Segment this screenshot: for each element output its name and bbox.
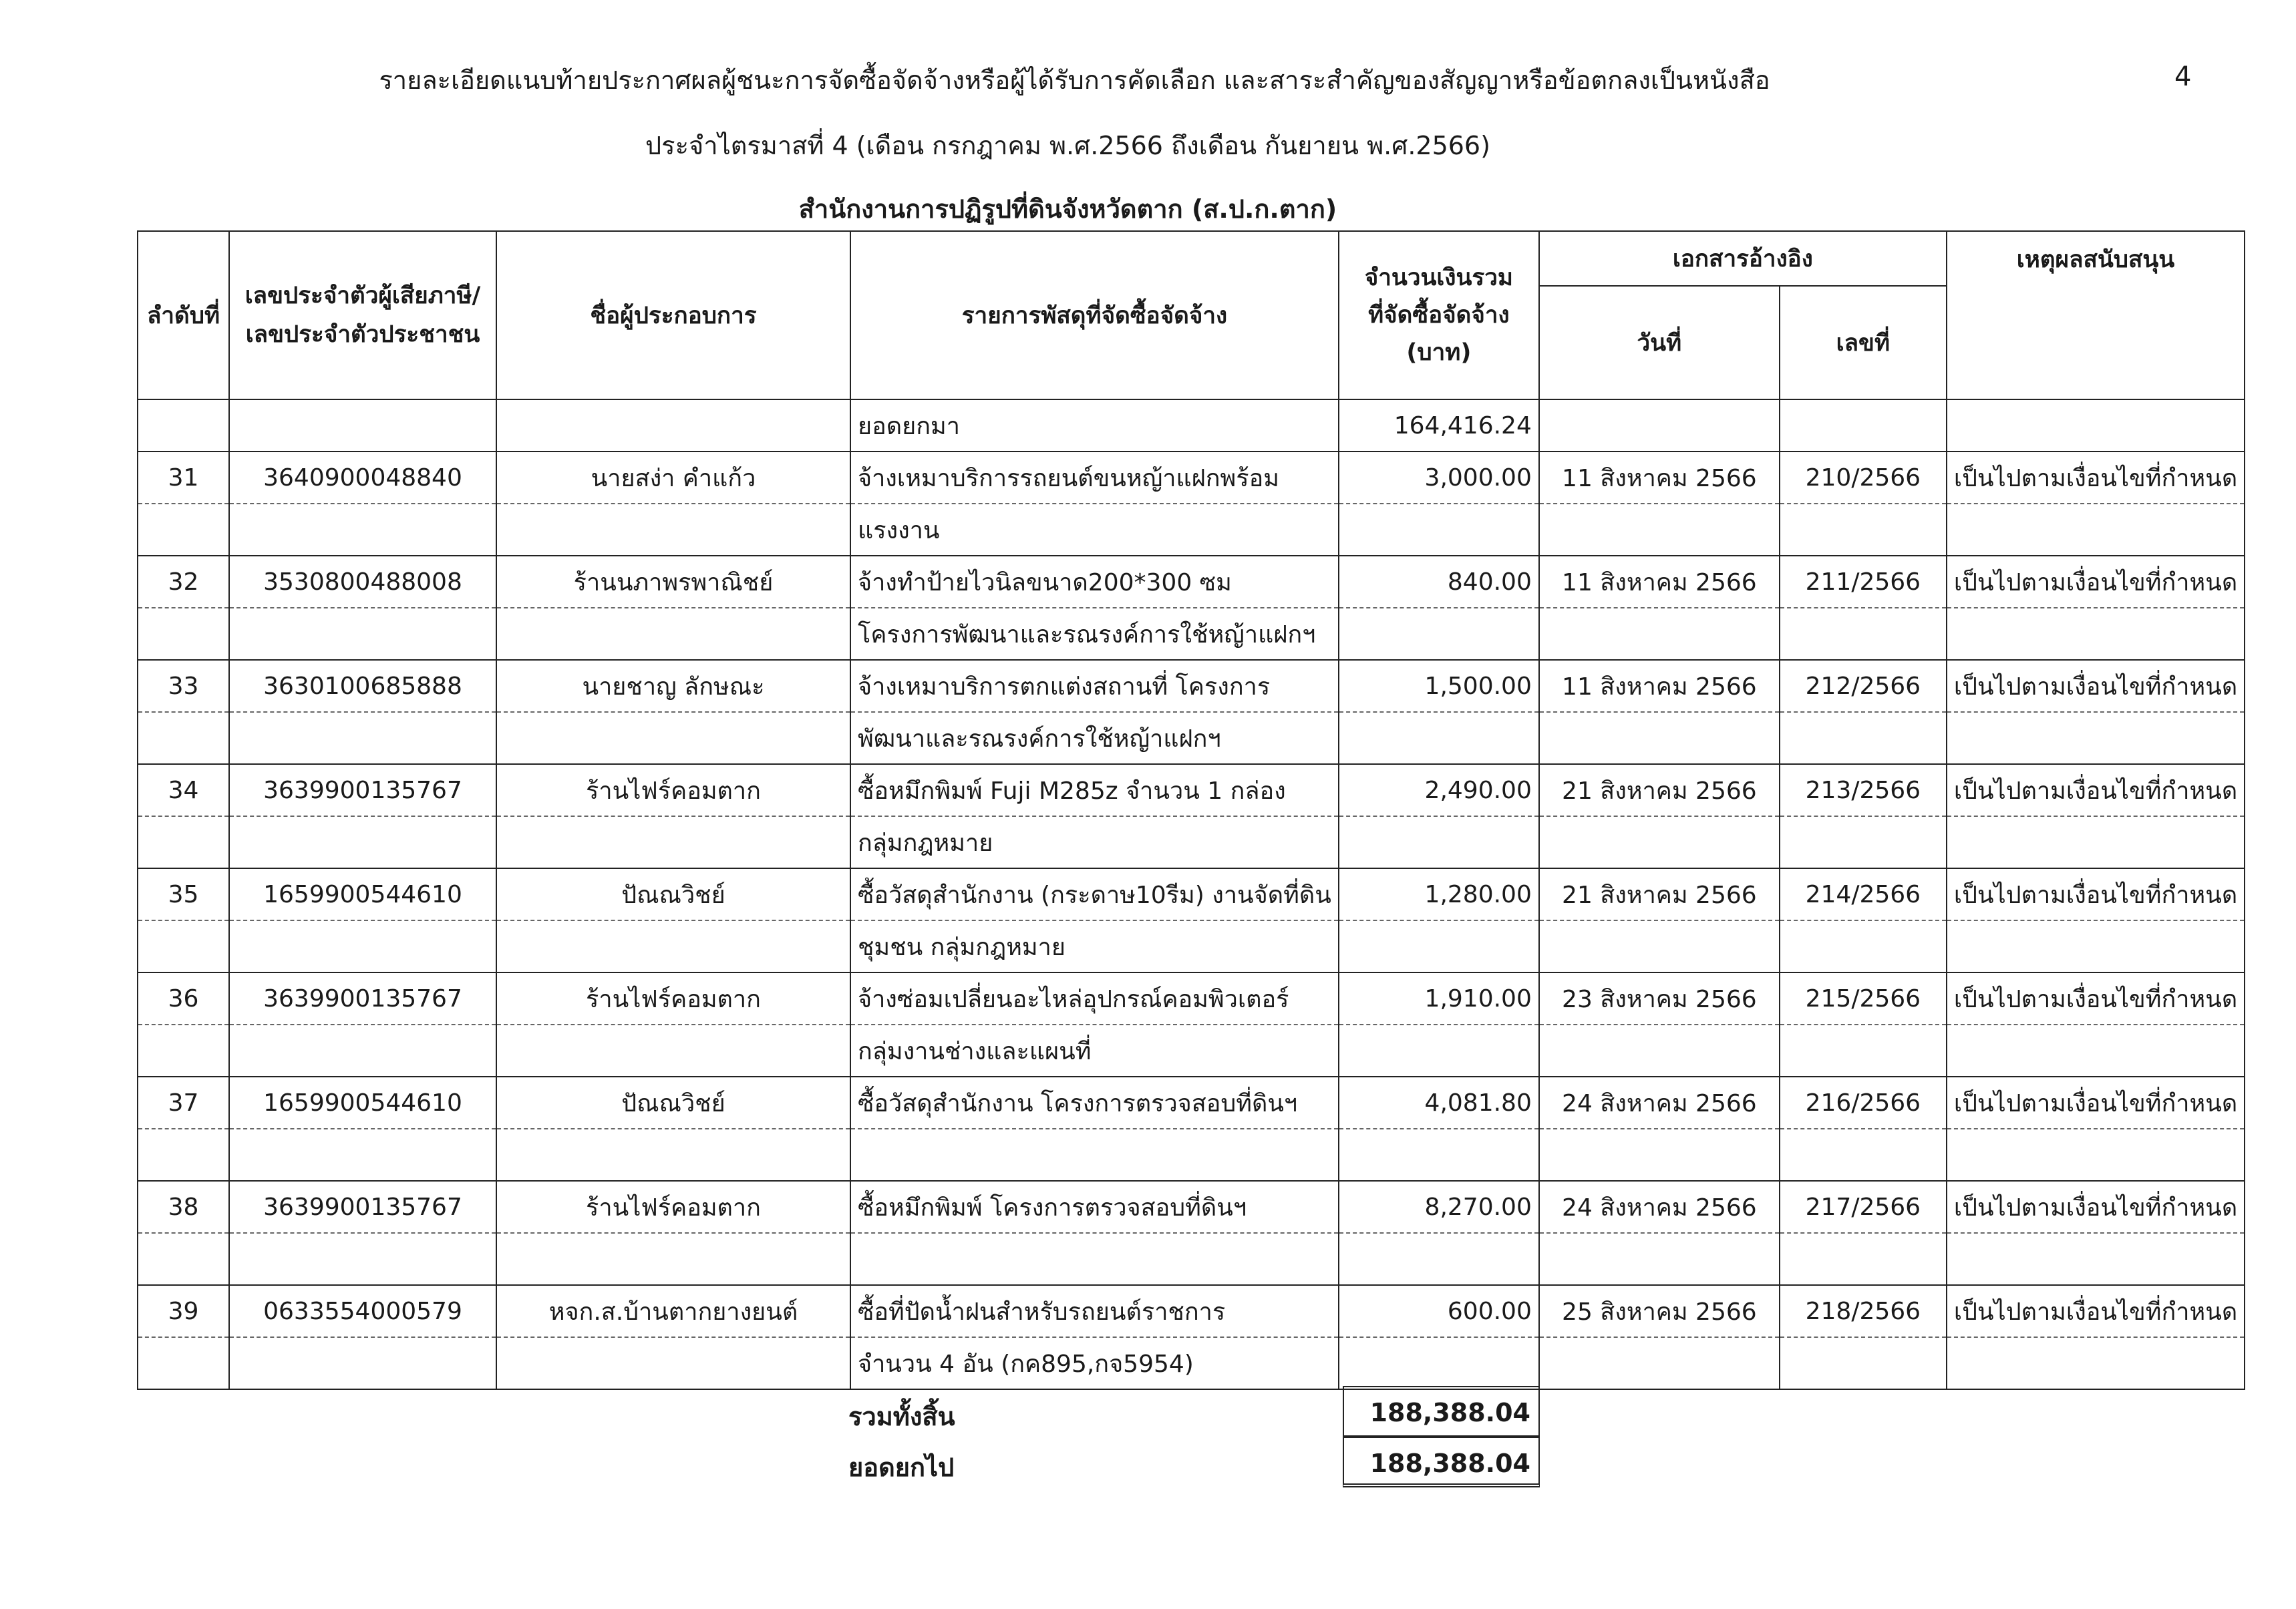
cell-tax-id: 3639900135767 [229, 1181, 496, 1233]
col-header-ref-date: วันที่ [1539, 286, 1780, 399]
cell-reason: เป็นไปตามเงื่อนไขที่กำหนด [1947, 1181, 2245, 1233]
cell-empty [1780, 1025, 1947, 1077]
col-header-tax-id [229, 231, 496, 399]
cell-reason: เป็นไปตามเงื่อนไขที่กำหนด [1947, 764, 2245, 816]
carried-forward-label: ยอดยกมา [850, 399, 1339, 452]
cell-empty [229, 608, 496, 660]
cell-vendor: นายชาญ ลักษณะ [496, 660, 850, 712]
cell-amount: 8,270.00 [1339, 1181, 1539, 1233]
cell-empty [496, 1129, 850, 1181]
cell-tax-id: 1659900544610 [229, 1077, 496, 1129]
cell-tax-id: 3639900135767 [229, 764, 496, 816]
cell-empty [496, 608, 850, 660]
cell-empty [1947, 712, 2245, 764]
cell-empty [496, 1025, 850, 1077]
cell-ref-date: 24 สิงหาคม 2566 [1539, 1077, 1780, 1129]
cell-empty [1780, 1129, 1947, 1181]
cell-vendor: ร้านนภาพรพาณิชย์ [496, 556, 850, 608]
cell-no: 39 [138, 1285, 229, 1337]
carried-forward-row [138, 399, 2245, 452]
cell-empty [1780, 608, 1947, 660]
cell-item-continued: กลุ่มกฎหมาย [850, 816, 1339, 868]
cell-no: 31 [138, 452, 229, 504]
table-row-continuation [138, 1337, 2245, 1389]
cell-vendor: นายสง่า คำแก้ว [496, 452, 850, 504]
cell-empty [1780, 504, 1947, 556]
cell-ref-number: 211/2566 [1780, 556, 1947, 608]
cell-amount: 1,500.00 [1339, 660, 1539, 712]
cell-ref-number: 216/2566 [1780, 1077, 1947, 1129]
cell-empty [229, 399, 496, 452]
cell-no: 34 [138, 764, 229, 816]
cell-empty [496, 399, 850, 452]
cell-empty [496, 1233, 850, 1285]
cell-ref-number: 218/2566 [1780, 1285, 1947, 1337]
cell-vendor: หจก.ส.บ้านตากยางยนต์ [496, 1285, 850, 1337]
cell-empty [1780, 920, 1947, 972]
cell-vendor: ร้านไฟร์คอมตาก [496, 972, 850, 1025]
page-number: 4 [2174, 61, 2192, 92]
cell-empty [1339, 1025, 1539, 1077]
cell-empty [1947, 1025, 2245, 1077]
cell-empty [1539, 920, 1780, 972]
cell-empty [229, 1025, 496, 1077]
cell-tax-id: 3639900135767 [229, 972, 496, 1025]
cell-item: ซื้อหมึกพิมพ์ Fuji M285z จำนวน 1 กล่อง [850, 764, 1339, 816]
cell-empty [496, 1337, 850, 1389]
table-row-continuation [138, 504, 2245, 556]
cell-item: ซื้อหมึกพิมพ์ โครงการตรวจสอบที่ดินฯ [850, 1181, 1339, 1233]
cell-empty [229, 504, 496, 556]
col-header-ref-number: เลขที่ [1780, 286, 1947, 399]
cell-vendor: ร้านไฟร์คอมตาก [496, 1181, 850, 1233]
cell-empty [1947, 1233, 2245, 1285]
carried-forward-amount: 164,416.24 [1339, 399, 1539, 452]
document-subtitle-quarter: ประจำไตรมาสที่ 4 (เดือน กรกฎาคม พ.ศ.2566 ถึงเดือน กันยายน พ.ศ.2566) [645, 131, 1490, 160]
cell-item: ซื้อที่ปัดน้ำฝนสำหรับรถยนต์ราชการ [850, 1285, 1339, 1337]
cell-empty [496, 920, 850, 972]
procurement-table [137, 230, 2245, 1390]
carry-out-value: 188,388.04 [1343, 1437, 1540, 1487]
cell-amount: 1,910.00 [1339, 972, 1539, 1025]
cell-empty [229, 816, 496, 868]
cell-empty [1339, 1233, 1539, 1285]
cell-item-continued [850, 1233, 1339, 1285]
cell-tax-id: 0633554000579 [229, 1285, 496, 1337]
cell-empty [1780, 712, 1947, 764]
cell-empty [1339, 504, 1539, 556]
cell-empty [1339, 1129, 1539, 1181]
cell-empty [1947, 399, 2245, 452]
cell-empty [1539, 399, 1780, 452]
cell-ref-date: 24 สิงหาคม 2566 [1539, 1181, 1780, 1233]
cell-amount: 2,490.00 [1339, 764, 1539, 816]
cell-reason: เป็นไปตามเงื่อนไขที่กำหนด [1947, 868, 2245, 920]
cell-item-continued: โครงการพัฒนาและรณรงค์การใช้หญ้าแฝกฯ [850, 608, 1339, 660]
col-header-amount [1339, 231, 1539, 399]
cell-item: ซื้อวัสดุสำนักงาน โครงการตรวจสอบที่ดินฯ [850, 1077, 1339, 1129]
table-row-continuation [138, 608, 2245, 660]
cell-empty [1339, 920, 1539, 972]
cell-amount: 840.00 [1339, 556, 1539, 608]
cell-empty [1947, 1129, 2245, 1181]
cell-empty [1947, 920, 2245, 972]
cell-no: 36 [138, 972, 229, 1025]
cell-no: 33 [138, 660, 229, 712]
cell-amount: 4,081.80 [1339, 1077, 1539, 1129]
table-row [138, 764, 2245, 816]
cell-empty [1339, 1337, 1539, 1389]
cell-reason: เป็นไปตามเงื่อนไขที่กำหนด [1947, 1077, 2245, 1129]
cell-empty [138, 816, 229, 868]
cell-no: 35 [138, 868, 229, 920]
col-header-reason: เหตุผลสนับสนุน [1947, 231, 2245, 399]
cell-vendor: ปัณณวิชย์ [496, 1077, 850, 1129]
col-header-amount-line2: ที่จัดซื้อจัดจ้าง [1368, 302, 1510, 329]
cell-ref-number: 212/2566 [1780, 660, 1947, 712]
cell-reason: เป็นไปตามเงื่อนไขที่กำหนด [1947, 452, 2245, 504]
cell-empty [496, 816, 850, 868]
cell-empty [229, 712, 496, 764]
cell-empty [1780, 399, 1947, 452]
table-row-continuation [138, 1129, 2245, 1181]
cell-item-continued [850, 1129, 1339, 1181]
cell-empty [138, 1337, 229, 1389]
cell-empty [138, 1129, 229, 1181]
col-header-amount-line3: (บาท) [1406, 339, 1472, 366]
cell-item-continued: พัฒนาและรณรงค์การใช้หญ้าแฝกฯ [850, 712, 1339, 764]
grand-total-value: 188,388.04 [1343, 1386, 1540, 1437]
cell-empty [138, 608, 229, 660]
col-header-no: ลำดับที่ [138, 231, 229, 399]
cell-empty [1339, 608, 1539, 660]
cell-empty [496, 504, 850, 556]
cell-tax-id: 3640900048840 [229, 452, 496, 504]
cell-empty [229, 1233, 496, 1285]
cell-item: ซื้อวัสดุสำนักงาน (กระดาษ10รีม) งานจัดที่ดิน [850, 868, 1339, 920]
table-row [138, 972, 2245, 1025]
cell-ref-date: 21 สิงหาคม 2566 [1539, 764, 1780, 816]
cell-item-continued: จำนวน 4 อัน (กค895,กจ5954) [850, 1337, 1339, 1389]
table-row [138, 660, 2245, 712]
carry-out-label: ยอดยกไป [848, 1453, 955, 1482]
cell-ref-date: 23 สิงหาคม 2566 [1539, 972, 1780, 1025]
table-row-continuation [138, 816, 2245, 868]
cell-empty [1947, 504, 2245, 556]
cell-empty [1539, 504, 1780, 556]
cell-ref-date: 11 สิงหาคม 2566 [1539, 556, 1780, 608]
cell-ref-date: 11 สิงหาคม 2566 [1539, 660, 1780, 712]
cell-empty [138, 399, 229, 452]
cell-reason: เป็นไปตามเงื่อนไขที่กำหนด [1947, 660, 2245, 712]
cell-empty [138, 504, 229, 556]
cell-ref-number: 214/2566 [1780, 868, 1947, 920]
cell-empty [1339, 712, 1539, 764]
cell-empty [138, 920, 229, 972]
cell-amount: 1,280.00 [1339, 868, 1539, 920]
cell-empty [1539, 1233, 1780, 1285]
cell-empty [1780, 816, 1947, 868]
cell-item: จ้างทำป้ายไวนิลขนาด200*300 ซม [850, 556, 1339, 608]
cell-amount: 3,000.00 [1339, 452, 1539, 504]
cell-no: 38 [138, 1181, 229, 1233]
cell-empty [1539, 1129, 1780, 1181]
cell-empty [1947, 1337, 2245, 1389]
cell-item: จ้างเหมาบริการรถยนต์ขนหญ้าแฝกพร้อม [850, 452, 1339, 504]
cell-item-continued: กลุ่มงานช่างและแผนที่ [850, 1025, 1339, 1077]
table-row [138, 1285, 2245, 1337]
cell-tax-id: 1659900544610 [229, 868, 496, 920]
table-row-continuation [138, 920, 2245, 972]
table-row-continuation [138, 712, 2245, 764]
col-header-item: รายการพัสดุที่จัดซื้อจัดจ้าง [850, 231, 1339, 399]
cell-item: จ้างซ่อมเปลี่ยนอะไหล่อุปกรณ์คอมพิวเตอร์ [850, 972, 1339, 1025]
table-row [138, 452, 2245, 504]
document-subtitle-office: สำนักงานการปฏิรูปที่ดินจังหวัดตาก (ส.ป.ก.ตาก) [798, 194, 1337, 224]
cell-empty [1539, 608, 1780, 660]
cell-ref-number: 215/2566 [1780, 972, 1947, 1025]
cell-ref-number: 213/2566 [1780, 764, 1947, 816]
cell-amount: 600.00 [1339, 1285, 1539, 1337]
cell-empty [1539, 1337, 1780, 1389]
cell-empty [138, 1025, 229, 1077]
table-row [138, 868, 2245, 920]
cell-empty [1780, 1233, 1947, 1285]
cell-empty [496, 712, 850, 764]
cell-vendor: ปัณณวิชย์ [496, 868, 850, 920]
table-row-continuation [138, 1233, 2245, 1285]
cell-reason: เป็นไปตามเงื่อนไขที่กำหนด [1947, 1285, 2245, 1337]
cell-empty [1539, 712, 1780, 764]
cell-ref-number: 217/2566 [1780, 1181, 1947, 1233]
grand-total-label: รวมทั้งสิ้น [848, 1402, 955, 1431]
table-row [138, 1181, 2245, 1233]
table-row [138, 556, 2245, 608]
cell-tax-id: 3630100685888 [229, 660, 496, 712]
cell-empty [138, 1233, 229, 1285]
cell-empty [1339, 816, 1539, 868]
cell-item-continued: แรงงาน [850, 504, 1339, 556]
cell-item-continued: ชุมชน กลุ่มกฎหมาย [850, 920, 1339, 972]
cell-no: 32 [138, 556, 229, 608]
cell-reason: เป็นไปตามเงื่อนไขที่กำหนด [1947, 972, 2245, 1025]
cell-empty [1780, 1337, 1947, 1389]
cell-empty [229, 1337, 496, 1389]
col-header-tax-id-line2: เลขประจำตัวประชาชน [245, 321, 480, 348]
cell-ref-date: 11 สิงหาคม 2566 [1539, 452, 1780, 504]
cell-ref-date: 25 สิงหาคม 2566 [1539, 1285, 1780, 1337]
cell-empty [1947, 608, 2245, 660]
col-header-ref-doc: เอกสารอ้างอิง [1539, 231, 1947, 286]
col-header-amount-line1: จำนวนเงินรวม [1364, 264, 1513, 291]
cell-empty [138, 712, 229, 764]
cell-reason: เป็นไปตามเงื่อนไขที่กำหนด [1947, 556, 2245, 608]
table-row-continuation [138, 1025, 2245, 1077]
col-header-tax-id-line1: เลขประจำตัวผู้เสียภาษี/ [244, 283, 481, 309]
document-title: รายละเอียดแนบท้ายประกาศผลผู้ชนะการจัดซื้อจัดจ้างหรือผู้ได้รับการคัดเลือก และสาระสำคัญของสัญญาหรือข้อตกลงเป็นหนังสือ [379, 65, 1770, 95]
cell-ref-date: 21 สิงหาคม 2566 [1539, 868, 1780, 920]
cell-no: 37 [138, 1077, 229, 1129]
cell-tax-id: 3530800488008 [229, 556, 496, 608]
cell-empty [1539, 1025, 1780, 1077]
cell-empty [229, 1129, 496, 1181]
cell-ref-number: 210/2566 [1780, 452, 1947, 504]
cell-empty [229, 920, 496, 972]
table-row [138, 1077, 2245, 1129]
cell-empty [1539, 816, 1780, 868]
cell-vendor: ร้านไฟร์คอมตาก [496, 764, 850, 816]
cell-item: จ้างเหมาบริการตกแต่งสถานที่ โครงการ [850, 660, 1339, 712]
col-header-vendor: ชื่อผู้ประกอบการ [496, 231, 850, 399]
cell-empty [1947, 816, 2245, 868]
